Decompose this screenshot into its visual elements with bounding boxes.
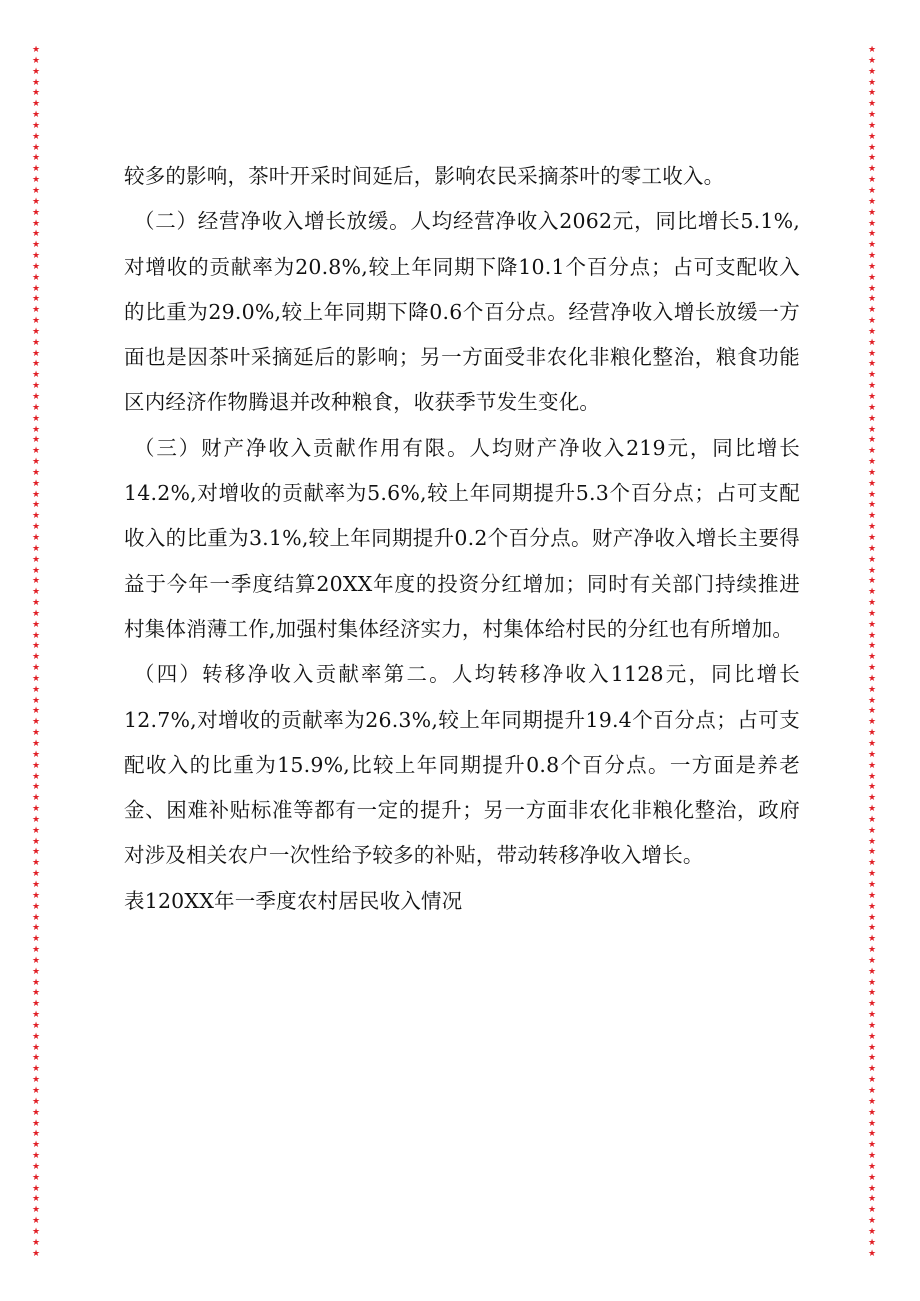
star-icon: ★ bbox=[867, 402, 877, 413]
star-icon: ★ bbox=[31, 522, 41, 533]
star-icon: ★ bbox=[31, 478, 41, 489]
star-icon: ★ bbox=[867, 283, 877, 294]
star-icon: ★ bbox=[867, 1096, 877, 1107]
star-icon: ★ bbox=[31, 457, 41, 468]
star-icon: ★ bbox=[31, 554, 41, 565]
star-icon: ★ bbox=[867, 164, 877, 175]
star-icon: ★ bbox=[31, 1194, 41, 1205]
star-icon: ★ bbox=[31, 1237, 41, 1248]
star-icon: ★ bbox=[867, 532, 877, 543]
star-icon: ★ bbox=[31, 912, 41, 923]
star-icon: ★ bbox=[867, 576, 877, 587]
star-icon: ★ bbox=[867, 1020, 877, 1031]
star-icon: ★ bbox=[31, 294, 41, 305]
star-icon: ★ bbox=[31, 316, 41, 327]
star-icon: ★ bbox=[31, 381, 41, 392]
star-icon: ★ bbox=[31, 402, 41, 413]
star-icon: ★ bbox=[867, 641, 877, 652]
document-body bbox=[124, 154, 800, 924]
star-icon: ★ bbox=[31, 66, 41, 77]
star-icon: ★ bbox=[31, 261, 41, 272]
star-icon: ★ bbox=[867, 1226, 877, 1237]
star-icon: ★ bbox=[31, 869, 41, 880]
star-icon: ★ bbox=[31, 641, 41, 652]
star-icon: ★ bbox=[867, 771, 877, 782]
star-icon: ★ bbox=[31, 673, 41, 684]
star-icon: ★ bbox=[31, 814, 41, 825]
star-icon: ★ bbox=[31, 251, 41, 262]
star-icon: ★ bbox=[867, 446, 877, 457]
star-icon: ★ bbox=[867, 370, 877, 381]
star-icon: ★ bbox=[31, 326, 41, 337]
star-icon: ★ bbox=[867, 110, 877, 121]
star-icon: ★ bbox=[31, 543, 41, 554]
star-icon: ★ bbox=[867, 858, 877, 869]
star-icon: ★ bbox=[31, 1107, 41, 1118]
star-icon: ★ bbox=[31, 988, 41, 999]
star-icon: ★ bbox=[31, 489, 41, 500]
star-icon: ★ bbox=[867, 728, 877, 739]
star-icon: ★ bbox=[31, 532, 41, 543]
star-icon: ★ bbox=[31, 717, 41, 728]
star-icon: ★ bbox=[31, 1161, 41, 1172]
right-star-border bbox=[866, 46, 878, 1260]
star-icon: ★ bbox=[31, 196, 41, 207]
star-icon: ★ bbox=[31, 1226, 41, 1237]
star-icon: ★ bbox=[867, 988, 877, 999]
star-icon: ★ bbox=[867, 1151, 877, 1162]
star-icon: ★ bbox=[31, 1216, 41, 1227]
star-icon: ★ bbox=[867, 305, 877, 316]
star-icon: ★ bbox=[867, 749, 877, 760]
star-icon: ★ bbox=[31, 511, 41, 522]
star-icon: ★ bbox=[31, 1129, 41, 1140]
star-icon: ★ bbox=[867, 359, 877, 370]
star-icon: ★ bbox=[31, 565, 41, 576]
table-caption: 表120XX年一季度农村居民收入情况 bbox=[124, 888, 463, 913]
star-icon: ★ bbox=[867, 1248, 877, 1259]
star-icon: ★ bbox=[31, 88, 41, 99]
star-icon: ★ bbox=[867, 782, 877, 793]
star-icon: ★ bbox=[31, 706, 41, 717]
star-icon: ★ bbox=[867, 348, 877, 359]
left-star-border bbox=[30, 46, 42, 1260]
star-icon: ★ bbox=[867, 251, 877, 262]
star-icon: ★ bbox=[867, 1129, 877, 1140]
star-icon: ★ bbox=[31, 305, 41, 316]
star-icon: ★ bbox=[31, 77, 41, 88]
star-icon: ★ bbox=[31, 413, 41, 424]
star-icon: ★ bbox=[31, 142, 41, 153]
star-icon: ★ bbox=[31, 760, 41, 771]
star-icon: ★ bbox=[867, 1205, 877, 1216]
star-icon: ★ bbox=[31, 999, 41, 1010]
star-icon: ★ bbox=[31, 1205, 41, 1216]
star-icon: ★ bbox=[867, 272, 877, 283]
paragraph-continuation: 较多的影响，茶叶开采时间延后，影响农民采摘茶叶的零工收入。 bbox=[124, 164, 725, 188]
star-icon: ★ bbox=[867, 142, 877, 153]
star-icon: ★ bbox=[867, 890, 877, 901]
star-icon: ★ bbox=[31, 858, 41, 869]
star-icon: ★ bbox=[867, 630, 877, 641]
star-icon: ★ bbox=[867, 836, 877, 847]
star-icon: ★ bbox=[867, 55, 877, 66]
star-icon: ★ bbox=[867, 695, 877, 706]
star-icon: ★ bbox=[31, 99, 41, 110]
star-icon: ★ bbox=[31, 1010, 41, 1021]
star-icon: ★ bbox=[31, 955, 41, 966]
star-icon: ★ bbox=[31, 359, 41, 370]
star-icon: ★ bbox=[31, 945, 41, 956]
star-icon: ★ bbox=[867, 77, 877, 88]
star-icon: ★ bbox=[31, 923, 41, 934]
star-icon: ★ bbox=[31, 240, 41, 251]
star-icon: ★ bbox=[867, 587, 877, 598]
star-icon: ★ bbox=[31, 619, 41, 630]
star-icon: ★ bbox=[867, 337, 877, 348]
star-icon: ★ bbox=[31, 218, 41, 229]
star-icon: ★ bbox=[31, 934, 41, 945]
star-icon: ★ bbox=[867, 847, 877, 858]
star-icon: ★ bbox=[867, 1183, 877, 1194]
star-icon: ★ bbox=[867, 598, 877, 609]
star-icon: ★ bbox=[31, 229, 41, 240]
star-icon: ★ bbox=[867, 923, 877, 934]
star-icon: ★ bbox=[867, 934, 877, 945]
star-icon: ★ bbox=[31, 598, 41, 609]
paragraph-transfer-income: （四）转移净收入贡献率第二。人均转移净收入1128元，同比增长12.7%,对增收的贡献率为26.3%,较上年同期提升19.4个百分点；占可支配收入的比重为15.9%,比较上年同期提升0.8个百分点。一方面是养老金、困难补贴标准等都有一定的提升；另一方面非农化非粮化整治，政府对涉及相关农户一次性给予较多的补贴，带动转移净收入增长。 bbox=[124, 662, 800, 868]
star-icon: ★ bbox=[31, 793, 41, 804]
star-icon: ★ bbox=[31, 446, 41, 457]
star-icon: ★ bbox=[867, 413, 877, 424]
star-icon: ★ bbox=[31, 901, 41, 912]
star-icon: ★ bbox=[867, 316, 877, 327]
star-icon: ★ bbox=[867, 457, 877, 468]
star-icon: ★ bbox=[867, 489, 877, 500]
star-icon: ★ bbox=[867, 196, 877, 207]
star-icon: ★ bbox=[31, 46, 41, 55]
star-icon: ★ bbox=[31, 435, 41, 446]
star-icon: ★ bbox=[31, 207, 41, 218]
star-icon: ★ bbox=[31, 392, 41, 402]
star-icon: ★ bbox=[31, 663, 41, 674]
star-icon: ★ bbox=[867, 66, 877, 77]
star-icon: ★ bbox=[867, 706, 877, 717]
star-icon: ★ bbox=[867, 88, 877, 99]
star-icon: ★ bbox=[867, 392, 877, 402]
star-icon: ★ bbox=[31, 771, 41, 782]
star-icon: ★ bbox=[867, 1010, 877, 1021]
star-icon: ★ bbox=[867, 478, 877, 489]
star-icon: ★ bbox=[31, 576, 41, 587]
star-icon: ★ bbox=[31, 804, 41, 815]
star-icon: ★ bbox=[31, 695, 41, 706]
star-icon: ★ bbox=[31, 164, 41, 175]
star-icon: ★ bbox=[867, 554, 877, 565]
star-icon: ★ bbox=[867, 999, 877, 1010]
star-icon: ★ bbox=[31, 836, 41, 847]
star-icon: ★ bbox=[31, 1151, 41, 1162]
star-icon: ★ bbox=[31, 1248, 41, 1259]
star-icon: ★ bbox=[867, 261, 877, 272]
star-icon: ★ bbox=[867, 652, 877, 663]
star-icon: ★ bbox=[867, 1172, 877, 1183]
star-icon: ★ bbox=[31, 55, 41, 66]
star-icon: ★ bbox=[31, 1172, 41, 1183]
star-icon: ★ bbox=[867, 717, 877, 728]
star-icon: ★ bbox=[31, 1086, 41, 1096]
star-icon: ★ bbox=[867, 522, 877, 533]
star-icon: ★ bbox=[867, 1237, 877, 1248]
star-icon: ★ bbox=[867, 500, 877, 511]
star-icon: ★ bbox=[31, 1020, 41, 1031]
star-icon: ★ bbox=[31, 587, 41, 598]
star-icon: ★ bbox=[31, 153, 41, 164]
star-icon: ★ bbox=[31, 500, 41, 511]
star-icon: ★ bbox=[867, 945, 877, 956]
star-icon: ★ bbox=[31, 608, 41, 619]
star-icon: ★ bbox=[867, 185, 877, 196]
star-icon: ★ bbox=[867, 1064, 877, 1075]
star-icon: ★ bbox=[867, 46, 877, 55]
star-icon: ★ bbox=[31, 1064, 41, 1075]
star-icon: ★ bbox=[867, 175, 877, 186]
star-icon: ★ bbox=[867, 966, 877, 977]
star-icon: ★ bbox=[867, 565, 877, 576]
star-icon: ★ bbox=[867, 912, 877, 923]
star-icon: ★ bbox=[867, 684, 877, 695]
star-icon: ★ bbox=[867, 294, 877, 305]
star-icon: ★ bbox=[31, 890, 41, 901]
star-icon: ★ bbox=[867, 120, 877, 131]
star-icon: ★ bbox=[867, 608, 877, 619]
star-icon: ★ bbox=[867, 218, 877, 229]
star-icon: ★ bbox=[867, 1053, 877, 1064]
star-icon: ★ bbox=[867, 814, 877, 825]
star-icon: ★ bbox=[31, 739, 41, 749]
star-icon: ★ bbox=[867, 673, 877, 684]
star-icon: ★ bbox=[867, 1140, 877, 1151]
star-icon: ★ bbox=[31, 370, 41, 381]
star-icon: ★ bbox=[867, 99, 877, 110]
star-icon: ★ bbox=[31, 630, 41, 641]
star-icon: ★ bbox=[31, 337, 41, 348]
star-icon: ★ bbox=[867, 424, 877, 435]
star-icon: ★ bbox=[867, 153, 877, 164]
star-icon: ★ bbox=[31, 1031, 41, 1042]
star-icon: ★ bbox=[31, 1075, 41, 1086]
star-icon: ★ bbox=[867, 511, 877, 522]
star-icon: ★ bbox=[31, 131, 41, 142]
star-icon: ★ bbox=[867, 1042, 877, 1053]
star-icon: ★ bbox=[867, 435, 877, 446]
star-icon: ★ bbox=[31, 1096, 41, 1107]
star-icon: ★ bbox=[31, 110, 41, 121]
star-icon: ★ bbox=[31, 185, 41, 196]
star-icon: ★ bbox=[31, 1053, 41, 1064]
star-icon: ★ bbox=[867, 207, 877, 218]
star-icon: ★ bbox=[867, 955, 877, 966]
star-icon: ★ bbox=[867, 240, 877, 251]
star-icon: ★ bbox=[867, 467, 877, 478]
star-icon: ★ bbox=[867, 1118, 877, 1129]
star-icon: ★ bbox=[867, 1086, 877, 1096]
star-icon: ★ bbox=[867, 1107, 877, 1118]
star-icon: ★ bbox=[867, 977, 877, 988]
star-icon: ★ bbox=[31, 847, 41, 858]
star-icon: ★ bbox=[867, 326, 877, 337]
star-icon: ★ bbox=[867, 229, 877, 240]
star-icon: ★ bbox=[31, 1140, 41, 1151]
star-icon: ★ bbox=[867, 869, 877, 880]
star-icon: ★ bbox=[31, 966, 41, 977]
star-icon: ★ bbox=[31, 749, 41, 760]
paragraph-property-income: （三）财产净收入贡献作用有限。人均财产净收入219元，同比增长14.2%,对增收的贡献率为5.6%,较上年同期提升5.3个百分点；占可支配收入的比重为3.1%,较上年同期提升0.2个百分点。财产净收入增长主要得益于今年一季度结算20XX年度的投资分红增加；同时有关部门持续推进村集体消薄工作,加强村集体经济实力，村集体给村民的分红也有所增加。 bbox=[124, 435, 800, 641]
star-icon: ★ bbox=[867, 739, 877, 749]
star-icon: ★ bbox=[31, 467, 41, 478]
star-icon: ★ bbox=[867, 1075, 877, 1086]
star-icon: ★ bbox=[867, 543, 877, 554]
star-icon: ★ bbox=[31, 879, 41, 890]
star-icon: ★ bbox=[31, 977, 41, 988]
star-icon: ★ bbox=[31, 782, 41, 793]
star-icon: ★ bbox=[31, 283, 41, 294]
paragraph-business-income: （二）经营净收入增长放缓。人均经营净收入2062元，同比增长5.1%,对增收的贡献率为20.8%,较上年同期下降10.1个百分点；占可支配收入的比重为29.0%,较上年同期下降0.6个百分点。经营净收入增长放缓一方面也是因茶叶采摘延后的影响；另一方面受非农化非粮化整治，粮食功能区内经济作物腾退并改种粮食，收获季节发生变化。 bbox=[124, 209, 800, 415]
star-icon: ★ bbox=[867, 1161, 877, 1172]
star-icon: ★ bbox=[867, 131, 877, 142]
star-icon: ★ bbox=[31, 424, 41, 435]
star-icon: ★ bbox=[31, 1183, 41, 1194]
star-icon: ★ bbox=[31, 348, 41, 359]
star-icon: ★ bbox=[867, 1194, 877, 1205]
star-icon: ★ bbox=[867, 760, 877, 771]
star-icon: ★ bbox=[867, 825, 877, 836]
star-icon: ★ bbox=[867, 663, 877, 674]
star-icon: ★ bbox=[31, 825, 41, 836]
star-icon: ★ bbox=[867, 901, 877, 912]
star-icon: ★ bbox=[867, 381, 877, 392]
star-icon: ★ bbox=[31, 120, 41, 131]
star-icon: ★ bbox=[31, 175, 41, 186]
star-icon: ★ bbox=[31, 272, 41, 283]
star-icon: ★ bbox=[31, 652, 41, 663]
star-icon: ★ bbox=[867, 1216, 877, 1227]
star-icon: ★ bbox=[867, 879, 877, 890]
star-icon: ★ bbox=[31, 728, 41, 739]
star-icon: ★ bbox=[31, 1042, 41, 1053]
star-icon: ★ bbox=[867, 1031, 877, 1042]
star-icon: ★ bbox=[867, 619, 877, 630]
star-icon: ★ bbox=[867, 804, 877, 815]
star-icon: ★ bbox=[867, 793, 877, 804]
star-icon: ★ bbox=[31, 684, 41, 695]
star-icon: ★ bbox=[31, 1118, 41, 1129]
